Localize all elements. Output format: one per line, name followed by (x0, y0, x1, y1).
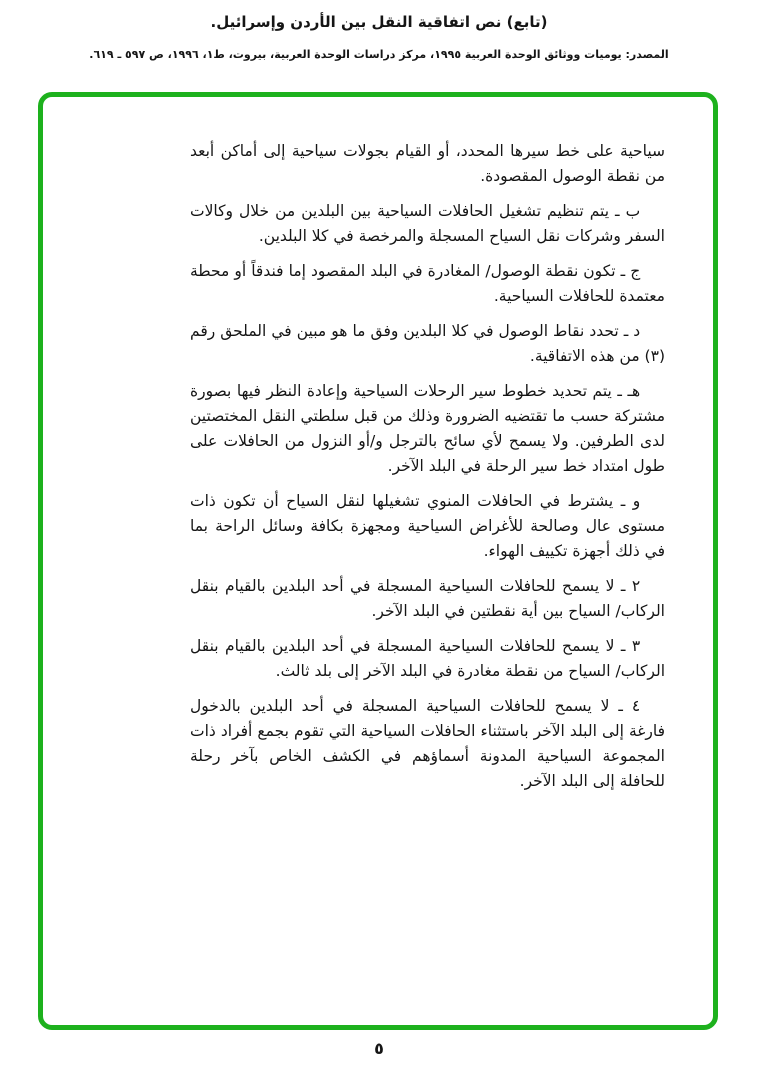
paragraph: ب ـ يتم تنظيم تشغيل الحافلات السياحية بين البلدين من خلال وكالات السفر وشركات نقل السياح المسجلة والمرخصة في كلا البلدين. (190, 202, 665, 245)
body-text (190, 139, 665, 804)
page-border-frame (38, 92, 718, 1030)
paragraph: ج ـ تكون نقطة الوصول/ المغادرة في البلد المقصود إما فندقاً أو محطة معتمدة للحافلات السياحية. (190, 262, 665, 305)
paragraph: ٣ ـ لا يسمح للحافلات السياحية المسجلة في أحد البلدين بالقيام بنقل الركاب/ السياح من نقطة مغادرة في البلد الآخر إلى بلد ثالث. (190, 637, 665, 680)
paragraph: هـ ـ يتم تحديد خطوط سير الرحلات السياحية وإعادة النظر فيها بصورة مشتركة حسب ما تقتضيه الضرورة وذلك من قبل سلطتي النقل المختصتين لدى الطرفين. ولا يسمح لأي سائح بالترجل و/أو النزول من الحافلات على طول امتداد خط سير الرحلة في البلد الآخر. (190, 382, 665, 475)
paragraph: و ـ يشترط في الحافلات المنوي تشغيلها لنقل السياح أن تكون ذات مستوى عال وصالحة للأغراض السياحية ومجهزة بكافة وسائل الراحة بما في ذلك أجهزة تكييف الهواء. (190, 492, 665, 560)
paragraph: د ـ تحدد نقاط الوصول في كلا البلدين وفق ما هو مبين في الملحق رقم (٣) من هذه الاتفاقية. (190, 322, 665, 365)
page-number: ٥ (374, 1039, 384, 1058)
paragraph: ٢ ـ لا يسمح للحافلات السياحية المسجلة في أحد البلدين بالقيام بنقل الركاب/ السياح بين أية نقطتين في البلد الآخر. (190, 577, 665, 620)
paragraph: سياحية على خط سيرها المحدد، أو القيام بجولات سياحية إلى أماكن أبعد من نقطة الوصول المقصودة. (190, 142, 665, 185)
source-line: المصدر: يوميات ووثائق الوحدة العربية ١٩٩٥، مركز دراسات الوحدة العربية، بيروت، ط١، ١٩٩٦، ص ٥٩٧ ـ ٦١٩. (89, 48, 669, 61)
document-title: (تابع) نص اتفاقية النقل بين الأردن وإسرائيل. (210, 13, 548, 31)
paragraph: ٤ ـ لا يسمح للحافلات السياحية المسجلة في أحد البلدين بالدخول فارغة إلى البلد الآخر باستثناء الحافلات السياحية التي تقوم بجمع أفراد ذات المجموعة السياحية المدونة أسماؤهم في الكشف الخاص بآخر رحلة للحافلة إلى البلد الآخر. (190, 697, 665, 790)
